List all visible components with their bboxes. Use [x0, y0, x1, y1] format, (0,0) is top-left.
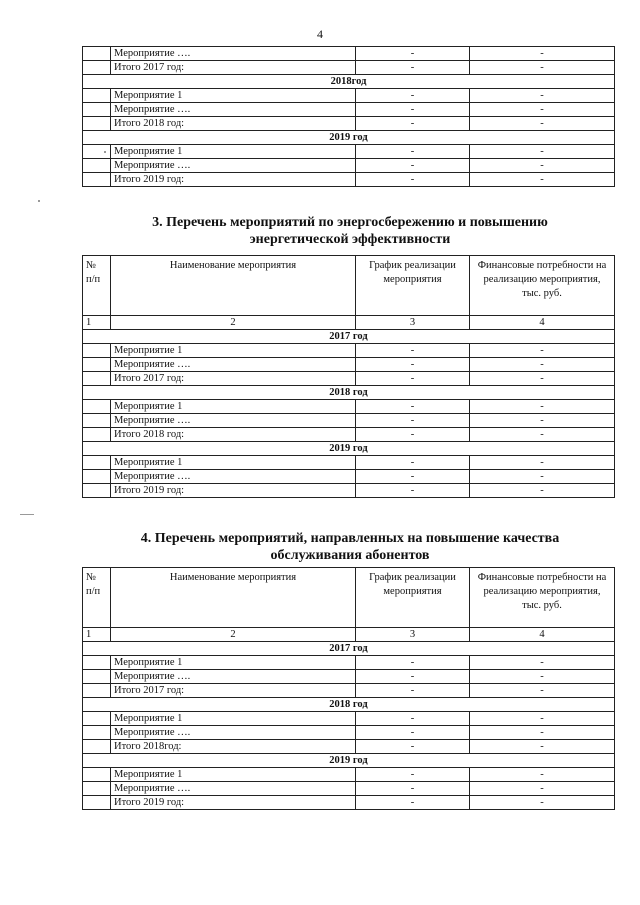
- activity-row: [83, 768, 615, 782]
- finance-cell: -: [470, 428, 615, 442]
- finance-cell: -: [470, 145, 615, 159]
- row-number-cell: [83, 414, 111, 428]
- activity-row: [83, 358, 615, 372]
- activity-row: [83, 726, 615, 740]
- row-number-cell: [83, 484, 111, 498]
- finance-cell: -: [470, 726, 615, 740]
- finance-cell: -: [470, 400, 615, 414]
- schedule-cell: -: [356, 47, 470, 61]
- finance-cell: -: [470, 782, 615, 796]
- total-row: [83, 372, 615, 386]
- row-number-cell: [83, 173, 111, 187]
- year-heading: 2017 год: [83, 330, 615, 344]
- activity-row: [83, 670, 615, 684]
- total-row: [83, 428, 615, 442]
- year-row: [83, 330, 615, 344]
- section-4-title-line-2: обслуживания абонентов: [270, 548, 430, 563]
- year-heading: 2018 год: [83, 386, 615, 400]
- row-number-cell: [83, 61, 111, 75]
- total-label: Итого 2017 год:: [111, 61, 356, 75]
- header-finance: Финансовые потребности на реализацию мероприятия, тыс. руб.: [470, 568, 615, 628]
- schedule-cell: -: [356, 414, 470, 428]
- row-number-cell: [83, 740, 111, 754]
- schedule-cell: -: [356, 117, 470, 131]
- finance-cell: -: [470, 117, 615, 131]
- total-label: Итого 2018 год:: [111, 428, 356, 442]
- schedule-cell: -: [356, 456, 470, 470]
- activity-name: Мероприятие ….: [111, 782, 356, 796]
- total-row: [83, 484, 615, 498]
- activity-row: [83, 145, 615, 159]
- column-number: 1: [83, 316, 111, 330]
- schedule-cell: -: [356, 684, 470, 698]
- total-row: [83, 61, 615, 75]
- row-number-cell: [83, 89, 111, 103]
- year-heading: 2019 год: [83, 131, 615, 145]
- column-number-row: [83, 628, 615, 642]
- activity-name: Мероприятие 1: [111, 456, 356, 470]
- section-4-table-body: [83, 642, 615, 810]
- scan-artifact: [20, 514, 34, 515]
- total-label: Итого 2019 год:: [111, 173, 356, 187]
- activity-row: [83, 656, 615, 670]
- schedule-cell: -: [356, 470, 470, 484]
- activity-name: Мероприятие 1: [111, 712, 356, 726]
- schedule-cell: -: [356, 484, 470, 498]
- finance-cell: -: [470, 670, 615, 684]
- column-number: 4: [470, 628, 615, 642]
- row-number-cell: [83, 712, 111, 726]
- activity-name: Мероприятие 1: [111, 768, 356, 782]
- schedule-cell: -: [356, 358, 470, 372]
- activity-name: Мероприятие ….: [111, 47, 356, 61]
- finance-cell: -: [470, 173, 615, 187]
- total-label: Итого 2017 год:: [111, 684, 356, 698]
- row-number-cell: [83, 117, 111, 131]
- column-number-row: [83, 316, 615, 330]
- schedule-cell: -: [356, 61, 470, 75]
- total-label: Итого 2017 год:: [111, 372, 356, 386]
- row-number-cell: [83, 344, 111, 358]
- row-number-cell: [83, 768, 111, 782]
- header-num: № п/п: [83, 568, 111, 628]
- header-schedule: График реализации мероприятия: [356, 256, 470, 316]
- finance-cell: -: [470, 61, 615, 75]
- section-3-table: [82, 255, 615, 498]
- total-row: [83, 684, 615, 698]
- header-num: № п/п: [83, 256, 111, 316]
- schedule-cell: -: [356, 670, 470, 684]
- activity-name: Мероприятие ….: [111, 159, 356, 173]
- schedule-cell: -: [356, 428, 470, 442]
- activity-name: Мероприятие ….: [111, 414, 356, 428]
- activity-name: Мероприятие ….: [111, 470, 356, 484]
- activity-name: Мероприятие 1: [111, 344, 356, 358]
- year-row: [83, 131, 615, 145]
- column-number: 3: [356, 316, 470, 330]
- schedule-cell: -: [356, 656, 470, 670]
- activity-name: Мероприятие ….: [111, 103, 356, 117]
- section-4-table: [82, 567, 615, 810]
- row-number-cell: [83, 656, 111, 670]
- row-number-cell: [83, 103, 111, 117]
- activity-row: [83, 89, 615, 103]
- header-row: [83, 256, 615, 316]
- activity-row: [83, 159, 615, 173]
- scan-artifact: [38, 200, 40, 202]
- row-number-cell: [83, 400, 111, 414]
- activity-name: Мероприятие 1: [111, 400, 356, 414]
- schedule-cell: -: [356, 173, 470, 187]
- schedule-cell: -: [356, 400, 470, 414]
- section-3-table-body: [83, 330, 615, 498]
- schedule-cell: -: [356, 712, 470, 726]
- activity-row: [83, 782, 615, 796]
- row-number-cell: [83, 726, 111, 740]
- schedule-cell: -: [356, 740, 470, 754]
- activity-name: Мероприятие ….: [111, 726, 356, 740]
- activity-name: Мероприятие ….: [111, 358, 356, 372]
- year-heading: 2018год: [83, 75, 615, 89]
- schedule-cell: -: [356, 372, 470, 386]
- column-number: 1: [83, 628, 111, 642]
- header-name: Наименование мероприятия: [111, 256, 356, 316]
- section-3-title-line-1: 3. Перечень мероприятий по энергосбережению и повышению: [152, 215, 548, 230]
- total-label: Итого 2018год:: [111, 740, 356, 754]
- finance-cell: -: [470, 89, 615, 103]
- section-3-title: [60, 214, 640, 248]
- column-number: 4: [470, 316, 615, 330]
- finance-cell: -: [470, 684, 615, 698]
- activity-row: [83, 470, 615, 484]
- finance-cell: -: [470, 103, 615, 117]
- finance-cell: -: [470, 159, 615, 173]
- column-number: 2: [111, 628, 356, 642]
- row-number-cell: [83, 670, 111, 684]
- schedule-cell: -: [356, 726, 470, 740]
- activity-row: [83, 414, 615, 428]
- schedule-cell: -: [356, 796, 470, 810]
- schedule-cell: -: [356, 159, 470, 173]
- finance-cell: -: [470, 470, 615, 484]
- schedule-cell: -: [356, 89, 470, 103]
- row-number-cell: [83, 372, 111, 386]
- activity-row: [83, 103, 615, 117]
- schedule-cell: -: [356, 782, 470, 796]
- finance-cell: -: [470, 414, 615, 428]
- year-row: [83, 75, 615, 89]
- row-number-cell: [83, 796, 111, 810]
- finance-cell: -: [470, 768, 615, 782]
- activity-name: Мероприятие 1: [111, 89, 356, 103]
- year-row: [83, 754, 615, 768]
- activity-name: Мероприятие 1: [111, 656, 356, 670]
- header-finance: Финансовые потребности на реализацию мероприятия, тыс. руб.: [470, 256, 615, 316]
- schedule-cell: -: [356, 344, 470, 358]
- finance-cell: -: [470, 47, 615, 61]
- schedule-cell: -: [356, 145, 470, 159]
- finance-cell: -: [470, 656, 615, 670]
- row-number-cell: [83, 782, 111, 796]
- finance-cell: -: [470, 456, 615, 470]
- row-number-cell: [83, 428, 111, 442]
- total-row: [83, 796, 615, 810]
- header-row: [83, 568, 615, 628]
- activity-row: [83, 400, 615, 414]
- year-row: [83, 442, 615, 456]
- finance-cell: -: [470, 358, 615, 372]
- activity-row: [83, 344, 615, 358]
- finance-cell: -: [470, 344, 615, 358]
- section-4-title-line-1: 4. Перечень мероприятий, направленных на повышение качества: [140, 531, 560, 546]
- total-row: [83, 740, 615, 754]
- year-row: [83, 698, 615, 712]
- finance-cell: -: [470, 740, 615, 754]
- column-number: 2: [111, 316, 356, 330]
- top-table-body: [83, 47, 615, 187]
- header-name: Наименование мероприятия: [111, 568, 356, 628]
- year-row: [83, 642, 615, 656]
- section-3-title-line-2: энергетической эффективности: [249, 232, 451, 247]
- row-number-cell: [83, 159, 111, 173]
- row-number-cell: [83, 358, 111, 372]
- scan-artifact: [104, 151, 106, 153]
- activity-row: [83, 712, 615, 726]
- year-row: [83, 386, 615, 400]
- total-row: [83, 117, 615, 131]
- total-row: [83, 173, 615, 187]
- row-number-cell: [83, 47, 111, 61]
- schedule-cell: -: [356, 768, 470, 782]
- activity-name: Мероприятие 1: [111, 145, 356, 159]
- total-label: Итого 2019 год:: [111, 484, 356, 498]
- total-label: Итого 2019 год:: [111, 796, 356, 810]
- total-label: Итого 2018 год:: [111, 117, 356, 131]
- page-number: 4: [317, 27, 323, 41]
- year-heading: 2019 год: [83, 442, 615, 456]
- row-number-cell: [83, 145, 111, 159]
- year-heading: 2018 год: [83, 698, 615, 712]
- year-heading: 2017 год: [83, 642, 615, 656]
- activity-row: [83, 456, 615, 470]
- schedule-cell: -: [356, 103, 470, 117]
- finance-cell: -: [470, 372, 615, 386]
- row-number-cell: [83, 684, 111, 698]
- column-number: 3: [356, 628, 470, 642]
- finance-cell: -: [470, 796, 615, 810]
- header-schedule: График реализации мероприятия: [356, 568, 470, 628]
- row-number-cell: [83, 456, 111, 470]
- row-number-cell: [83, 470, 111, 484]
- finance-cell: -: [470, 484, 615, 498]
- activity-row: [83, 47, 615, 61]
- section-4-title: [60, 530, 640, 564]
- year-heading: 2019 год: [83, 754, 615, 768]
- finance-cell: -: [470, 712, 615, 726]
- top-table: [82, 46, 615, 187]
- activity-name: Мероприятие ….: [111, 670, 356, 684]
